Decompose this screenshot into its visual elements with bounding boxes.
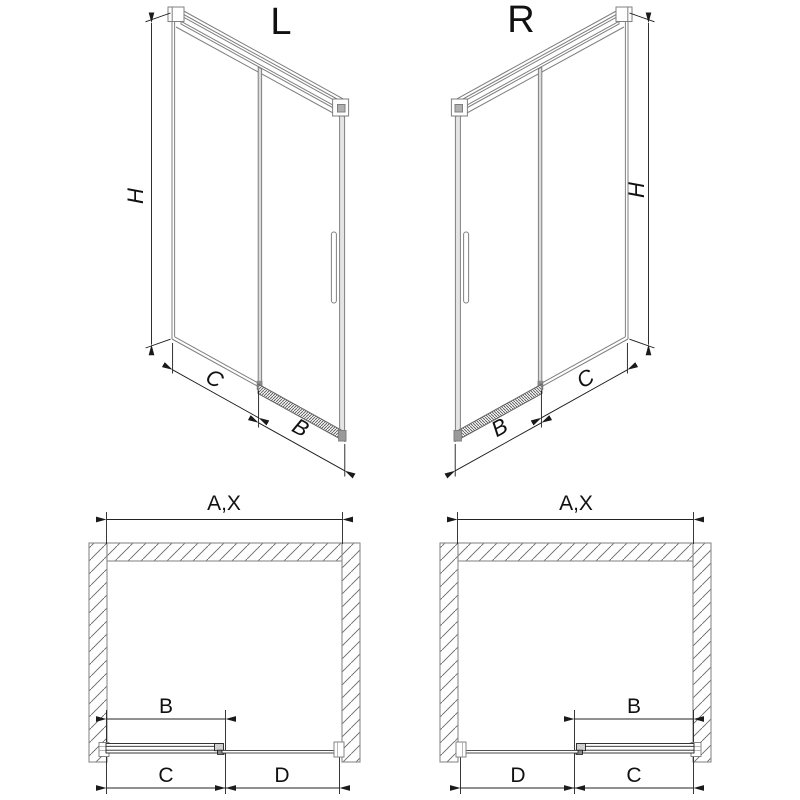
label-opening-width-plan-right: A,X (559, 492, 593, 515)
label-door-width-iso-right: B (486, 412, 512, 442)
label-door-width-iso-left: B (288, 412, 314, 442)
label-second-width-plan-left: D (274, 764, 290, 787)
plan-view-left (89, 512, 360, 794)
plan-view-right (440, 512, 711, 794)
label-second-width-plan-right: D (510, 764, 526, 787)
label-door-width-plan-left: B (158, 695, 174, 718)
label-fixed-width-plan-left: C (158, 764, 174, 787)
label-fixed-width-iso-right: C (572, 363, 599, 394)
label-height-iso-left: H (123, 188, 148, 204)
label-opening-width-plan-left: A,X (207, 492, 241, 515)
iso-view-right (451, 7, 654, 477)
label-variant-right: R (507, 0, 535, 41)
iso-view-left (146, 7, 349, 477)
label-fixed-width-plan-right: C (626, 764, 642, 787)
label-door-width-plan-right: B (626, 695, 642, 718)
labels-layer (123, 0, 649, 787)
label-variant-left: L (270, 1, 292, 43)
label-fixed-width-iso-left: C (201, 363, 228, 394)
label-height-iso-right: H (624, 182, 649, 198)
